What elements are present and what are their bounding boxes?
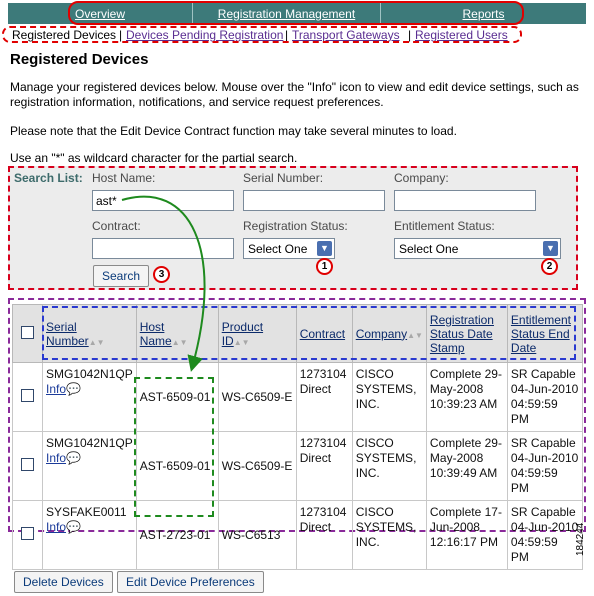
info-icon[interactable]: 💬	[66, 451, 81, 465]
chevron-down-icon[interactable]: ▼	[317, 241, 332, 256]
search-panel	[8, 166, 578, 290]
col-host-name[interactable]	[136, 305, 218, 363]
col-company-label: Company	[355, 326, 408, 341]
entitlement-cell: SR Capable 04-Jun-2010 04:59:59 PM	[507, 363, 582, 432]
subnav-separator: |	[285, 28, 289, 42]
col-product-id-label: Product ID	[221, 319, 264, 348]
subnav-item-registered-devices[interactable]: Registered Devices	[12, 28, 117, 42]
entitlement-status-select[interactable]	[394, 238, 561, 259]
registration-cell: Complete 17-Jun-2008 12:16:17 PM	[426, 501, 507, 570]
entitlement-cell: SR Capable 04-Jun-2010 04:59:59 PM	[507, 501, 582, 570]
registration-cell: Complete 29-May-2008 10:39:23 AM	[426, 363, 507, 432]
entitlement-status-value: Select One	[399, 242, 459, 256]
serial-cell	[43, 501, 137, 570]
company-cell: CISCO SYSTEMS, INC.	[352, 501, 426, 570]
callout-badge-2: 2	[541, 258, 558, 275]
col-company[interactable]	[352, 305, 426, 363]
sort-icon: ▲▼	[171, 337, 188, 347]
subnav	[0, 26, 594, 44]
subnav-separator: |	[119, 28, 123, 42]
serial-value: SMG1042N1QP	[46, 367, 133, 381]
col-entitlement-status[interactable]	[507, 305, 582, 363]
table-row	[13, 432, 583, 501]
col-serial-number-label: Serial Number	[46, 319, 89, 348]
callout-badge-3: 3	[153, 266, 170, 283]
product-cell: WS-C6513	[218, 501, 296, 570]
entitlement-status-label: Entitlement Status:	[394, 219, 495, 233]
wildcard-text: Use an "*" as wildcard character for the partial search.	[10, 151, 298, 165]
top-navigation	[8, 3, 586, 24]
col-serial-number[interactable]	[43, 305, 137, 363]
page-title: Registered Devices	[10, 51, 149, 68]
contract-cell: 1273104 Direct	[296, 432, 352, 501]
host-cell: AST-2723-01	[136, 501, 218, 570]
row-checkbox[interactable]	[21, 527, 34, 540]
info-icon[interactable]: 💬	[66, 382, 81, 396]
delete-devices-button[interactable]: Delete Devices	[14, 571, 113, 593]
col-contract-label: Contract	[299, 326, 346, 341]
table-row	[13, 501, 583, 570]
info-link[interactable]: Info	[46, 520, 67, 534]
contract-cell: 1273104 Direct	[296, 501, 352, 570]
company-cell: CISCO SYSTEMS, INC.	[352, 363, 426, 432]
serial-number-input[interactable]	[243, 190, 385, 211]
registration-status-value: Select One	[248, 242, 308, 256]
row-select-cell	[13, 432, 43, 501]
product-cell: WS-C6509-E	[218, 363, 296, 432]
tab-overview[interactable]: Overview	[8, 3, 193, 24]
results-table	[12, 304, 583, 570]
search-list-label: Search List:	[14, 171, 83, 185]
serial-number-label: Serial Number:	[243, 171, 324, 185]
select-all-checkbox[interactable]	[21, 326, 34, 339]
col-contract[interactable]	[296, 305, 352, 363]
subnav-separator: |	[408, 28, 412, 42]
contract-cell: 1273104 Direct	[296, 363, 352, 432]
info-link[interactable]: Info	[46, 451, 67, 465]
note-text: Please note that the Edit Device Contract function may take several minutes to load.	[10, 124, 457, 138]
select-all-cell	[13, 305, 43, 363]
row-checkbox[interactable]	[21, 389, 34, 402]
contract-label: Contract:	[92, 219, 141, 233]
col-product-id[interactable]	[218, 305, 296, 363]
host-name-input[interactable]	[92, 190, 234, 211]
chevron-down-icon[interactable]: ▼	[543, 241, 558, 256]
company-input[interactable]	[394, 190, 536, 211]
product-cell: WS-C6509-E	[218, 432, 296, 501]
tab-registration-management[interactable]: Registration Management	[193, 3, 381, 24]
search-button[interactable]: Search	[93, 265, 149, 287]
registration-status-select[interactable]	[243, 238, 335, 259]
tab-reports[interactable]: Reports	[462, 6, 505, 21]
entitlement-cell: SR Capable 04-Jun-2010 04:59:59 PM	[507, 432, 582, 501]
subnav-link-registered-users[interactable]: Registered Users	[415, 28, 508, 42]
col-registration-status[interactable]	[426, 305, 507, 363]
company-label: Company:	[394, 171, 449, 185]
sort-icon: ▲▼	[88, 337, 105, 347]
callout-badge-1: 1	[316, 258, 333, 275]
intro-text: Manage your registered devices below. Mouse over the "Info" icon to view and edit device settings, such as registration information, notifications, and service request preferences.	[10, 80, 579, 109]
figure-id: 184244	[575, 522, 586, 556]
sort-icon: ▲▼	[407, 330, 423, 340]
serial-cell	[43, 432, 137, 501]
serial-cell	[43, 363, 137, 432]
col-entitlement-status-label: Entitlement Status End Date	[510, 312, 571, 355]
col-registration-status-label: Registration Status Date Stamp	[429, 312, 494, 355]
col-host-name-label: Host Name	[139, 319, 172, 348]
info-icon[interactable]: 💬	[66, 520, 81, 534]
registration-cell: Complete 29-May-2008 10:39:49 AM	[426, 432, 507, 501]
edit-device-preferences-button[interactable]: Edit Device Preferences	[117, 571, 264, 593]
sort-icon: ▲▼	[233, 337, 250, 347]
host-cell: AST-6509-01	[136, 363, 218, 432]
row-select-cell	[13, 501, 43, 570]
table-row	[13, 363, 583, 432]
serial-value: SYSFAKE0011	[46, 505, 127, 519]
subnav-link-devices-pending[interactable]: Devices Pending Registration	[126, 28, 284, 42]
info-link[interactable]: Info	[46, 382, 67, 396]
registration-status-label: Registration Status:	[243, 219, 348, 233]
host-cell: AST-6509-01	[136, 432, 218, 501]
host-name-label: Host Name:	[92, 171, 156, 185]
company-cell: CISCO SYSTEMS, INC.	[352, 432, 426, 501]
contract-input[interactable]	[92, 238, 234, 259]
subnav-link-transport-gateways[interactable]: Transport Gateways	[292, 28, 400, 42]
row-checkbox[interactable]	[21, 458, 34, 471]
row-select-cell	[13, 363, 43, 432]
serial-value: SMG1042N1QP	[46, 436, 133, 450]
